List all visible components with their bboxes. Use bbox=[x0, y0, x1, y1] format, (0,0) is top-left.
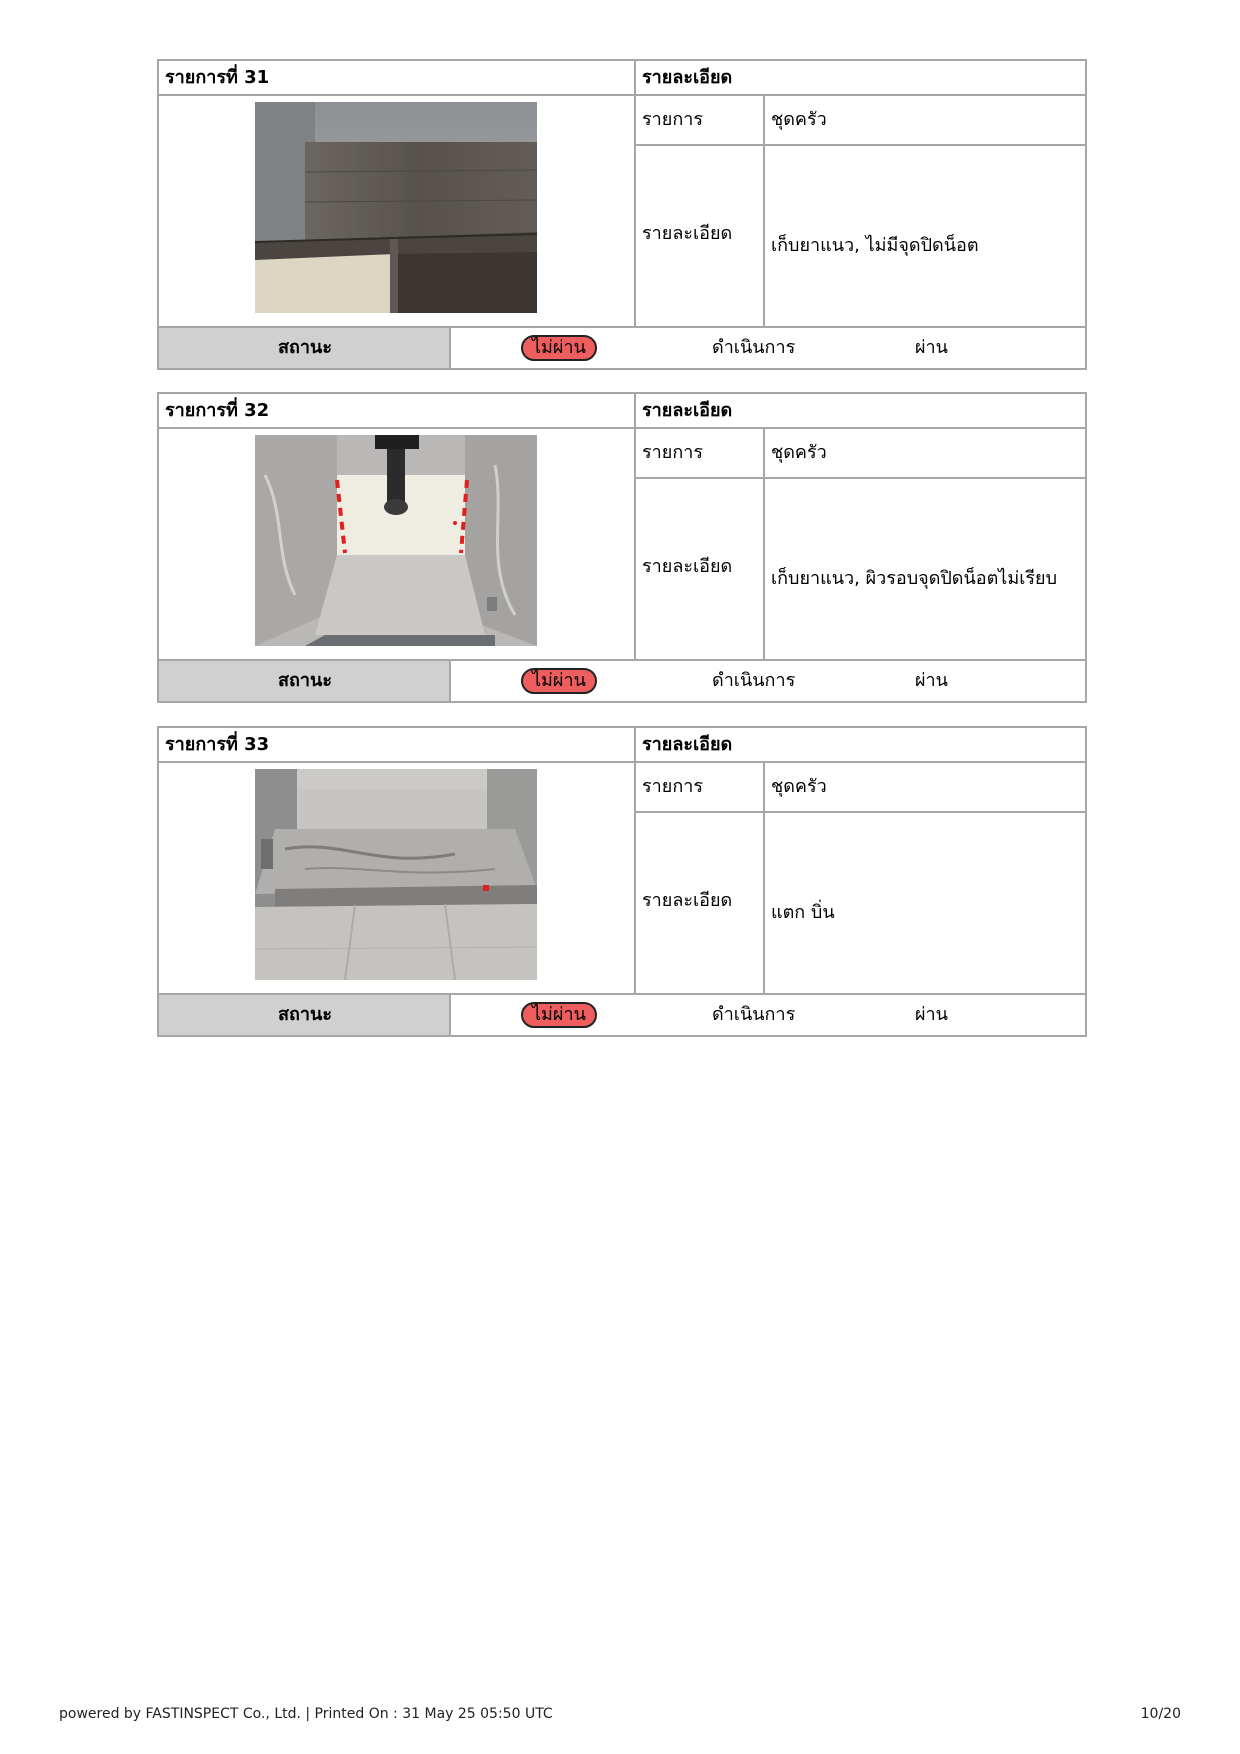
item-value: ชุดครัว bbox=[771, 776, 827, 797]
status-label: สถานะ bbox=[278, 337, 332, 358]
item-label-cell bbox=[636, 763, 765, 813]
item-title: รายการที่ 31 bbox=[165, 67, 270, 88]
status-option-pass[interactable]: ผ่าน bbox=[915, 337, 948, 358]
item-title: รายการที่ 32 bbox=[165, 400, 270, 421]
detail-header-label: รายละเอียด bbox=[642, 734, 733, 755]
inspection-photo[interactable] bbox=[255, 769, 537, 980]
detail-value: เก็บยาแนว, ไม่มีจุดปิดน็อต bbox=[771, 235, 979, 256]
detail-value-cell bbox=[765, 813, 1085, 993]
inspection-item-33 bbox=[157, 726, 1087, 1037]
item-header bbox=[159, 394, 636, 429]
detail-label: รายละเอียด bbox=[642, 890, 733, 911]
status-option-pass[interactable]: ผ่าน bbox=[915, 1004, 948, 1025]
footer-printed-info: powered by FASTINSPECT Co., Ltd. | Printed On : 31 May 25 05:50 UTC bbox=[59, 1706, 553, 1722]
detail-value-cell bbox=[765, 146, 1085, 326]
inspection-item-31 bbox=[157, 59, 1087, 370]
status-row bbox=[159, 659, 1085, 701]
item-value-cell bbox=[765, 429, 1085, 479]
item-label-cell bbox=[636, 96, 765, 146]
page-number: 10/20 bbox=[1140, 1706, 1181, 1722]
status-option-in-progress[interactable]: ดำเนินการ bbox=[712, 337, 796, 358]
item-header bbox=[159, 728, 636, 763]
status-row bbox=[159, 326, 1085, 368]
status-label-cell bbox=[159, 328, 451, 368]
detail-header bbox=[636, 394, 1085, 429]
status-option-in-progress[interactable]: ดำเนินการ bbox=[712, 670, 796, 691]
status-label: สถานะ bbox=[278, 670, 332, 691]
detail-label-cell bbox=[636, 146, 765, 326]
detail-value: แตก บิ่น bbox=[771, 902, 835, 923]
status-label: สถานะ bbox=[278, 1004, 332, 1025]
detail-value-cell bbox=[765, 479, 1085, 659]
detail-header bbox=[636, 61, 1085, 96]
status-option-pass[interactable]: ผ่าน bbox=[915, 670, 948, 691]
status-label-cell bbox=[159, 995, 451, 1035]
item-label-cell bbox=[636, 429, 765, 479]
detail-label: รายละเอียด bbox=[642, 556, 733, 577]
item-label: รายการ bbox=[642, 776, 703, 797]
status-option-fail[interactable]: ไม่ผ่าน bbox=[521, 668, 597, 694]
detail-value: เก็บยาแนว, ผิวรอบจุดปิดน็อตไม่เรียบ bbox=[771, 568, 1058, 589]
inspection-item-32 bbox=[157, 392, 1087, 703]
inspection-photo[interactable] bbox=[255, 435, 537, 646]
item-value-cell bbox=[765, 96, 1085, 146]
detail-header-label: รายละเอียด bbox=[642, 400, 733, 421]
status-row bbox=[159, 993, 1085, 1035]
detail-label: รายละเอียด bbox=[642, 223, 733, 244]
photo-cell bbox=[159, 96, 636, 326]
item-value: ชุดครัว bbox=[771, 442, 827, 463]
detail-label-cell bbox=[636, 479, 765, 659]
status-option-fail[interactable]: ไม่ผ่าน bbox=[521, 335, 597, 361]
status-option-fail[interactable]: ไม่ผ่าน bbox=[521, 1002, 597, 1028]
photo-cell bbox=[159, 429, 636, 659]
status-option-in-progress[interactable]: ดำเนินการ bbox=[712, 1004, 796, 1025]
item-label: รายการ bbox=[642, 442, 703, 463]
detail-header-label: รายละเอียด bbox=[642, 67, 733, 88]
item-title: รายการที่ 33 bbox=[165, 734, 270, 755]
item-value: ชุดครัว bbox=[771, 109, 827, 130]
inspection-photo[interactable] bbox=[255, 102, 537, 313]
item-header bbox=[159, 61, 636, 96]
item-label: รายการ bbox=[642, 109, 703, 130]
detail-header bbox=[636, 728, 1085, 763]
status-label-cell bbox=[159, 661, 451, 701]
photo-cell bbox=[159, 763, 636, 993]
item-value-cell bbox=[765, 763, 1085, 813]
detail-label-cell bbox=[636, 813, 765, 993]
